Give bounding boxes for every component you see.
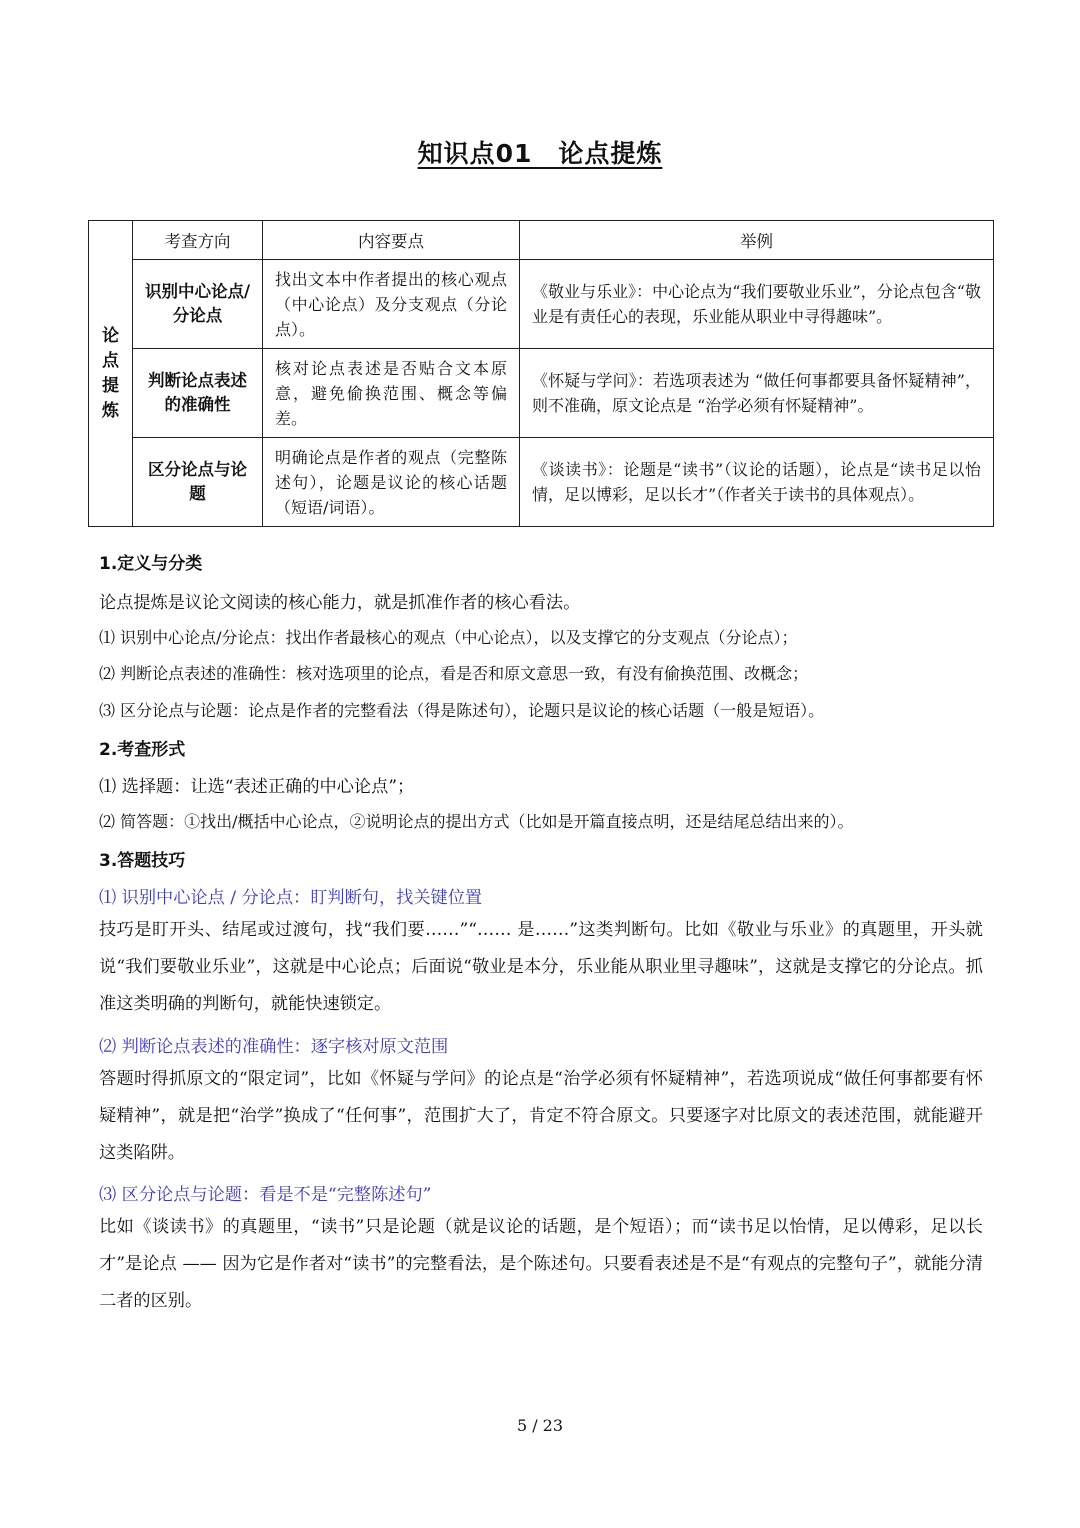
table-side-label: [89, 221, 133, 527]
page-number: 5 / 23: [516, 1416, 564, 1435]
page-title: 知识点01 论点提炼: [417, 139, 663, 168]
table-row: [89, 260, 994, 349]
knowledge-table: [88, 220, 994, 527]
tip-2-title: ⑵ 判断论点表述的准确性：逐字核对原文范围: [99, 1037, 449, 1057]
row-direction: 识别中心论点/分论点: [133, 260, 263, 349]
table-row: [89, 349, 994, 438]
header-direction: 考查方向: [133, 221, 263, 260]
side-label-text: 论点提炼: [102, 325, 119, 421]
row-content: 核对论点表述是否贴合文本原意，避免偷换范围、概念等偏差。: [263, 349, 520, 438]
header-content: 内容要点: [263, 221, 520, 260]
row-example: 《谈读书》：论题是“读书”（议论的话题），论点是“读书足以怡情，足以博彩，足以长才”（作者关于读书的具体观点）。: [520, 438, 994, 527]
table-row: [89, 438, 994, 527]
tip-3-body: 比如《谈读书》的真题里，“读书”只是论题（就是议论的话题，是个短语）；而“读书足以怡情，足以傅彩，足以长才”是论点 —— 因为它是作者对“读书”的完整看法，是个陈述句。只要看表述是不是“有观点的完整句子”，就能分清二者的区别。: [99, 1217, 983, 1311]
section-2-item-2: ⑵ 简答题：①找出/概括中心论点，②说明论点的提出方式（比如是开篇直接点明，还是结尾总结出来的）。: [99, 812, 854, 831]
tip-1-body: 技巧是盯开头、结尾或过渡句，找“我们要……”“…… 是……”这类判断句。比如《敬业与乐业》的真题里，开头就说“我们要敬业乐业”，这就是中心论点；后面说“敬业是本分，乐业能从职业里寻趣味”，这就是支撑它的分论点。抓准这类明确的判断句，就能快速锁定。: [99, 920, 983, 1014]
tip-3-title: ⑶ 区分论点与论题：看是不是“完整陈述句”: [99, 1185, 432, 1205]
section-1-item-2: ⑵ 判断论点表述的准确性：核对选项里的论点，看是否和原文意思一致，有没有偷换范围、改概念；: [99, 664, 809, 683]
row-direction: 区分论点与论题: [133, 438, 263, 527]
row-direction: 判断论点表述的准确性: [133, 349, 263, 438]
table-header-row: [89, 221, 994, 260]
section-2-heading: 2.考查形式: [99, 740, 186, 760]
row-example: 《怀疑与学问》：若选项表述为 “做任何事都要具备怀疑精神”，则不准确，原文论点是 “治学必须有怀疑精神”。: [520, 349, 994, 438]
row-example: 《敬业与乐业》：中心论点为“我们要敬业乐业”，分论点包含“敬业是有责任心的表现，乐业能从职业中寻得趣味”。: [520, 260, 994, 349]
section-1-item-1: ⑴ 识别中心论点/分论点：找出作者最核心的观点（中心论点），以及支撑它的分支观点（分论点）；: [99, 628, 798, 647]
header-example: 举例: [520, 221, 994, 260]
section-3-heading: 3.答题技巧: [99, 851, 186, 871]
tip-2-body: 答题时得抓原文的“限定词”，比如《怀疑与学问》的论点是“治学必须有怀疑精神”，若选项说成“做任何事都要有怀疑精神”，就是把“治学”换成了“任何事”，范围扩大了，肯定不符合原文。只要逐字对比原文的表述范围，就能避开这类陷阱。: [99, 1069, 983, 1163]
section-1-heading: 1.定义与分类: [99, 554, 203, 574]
section-1-intro: 论点提炼是议论文阅读的核心能力，就是抓准作者的核心看法。: [99, 593, 581, 613]
tip-1-title: ⑴ 识别中心论点 / 分论点：盯判断句，找关键位置: [99, 888, 483, 908]
section-1-item-3: ⑶ 区分论点与论题：论点是作者的完整看法（得是陈述句），论题只是议论的核心话题（一般是短语）。: [99, 701, 825, 720]
section-2-item-1: ⑴ 选择题：让选“表述正确的中心论点”；: [99, 777, 415, 797]
row-content: 明确论点是作者的观点（完整陈述句），论题是议论的核心话题（短语/词语）。: [263, 438, 520, 527]
row-content: 找出文本中作者提出的核心观点（中心论点）及分支观点（分论点）。: [263, 260, 520, 349]
